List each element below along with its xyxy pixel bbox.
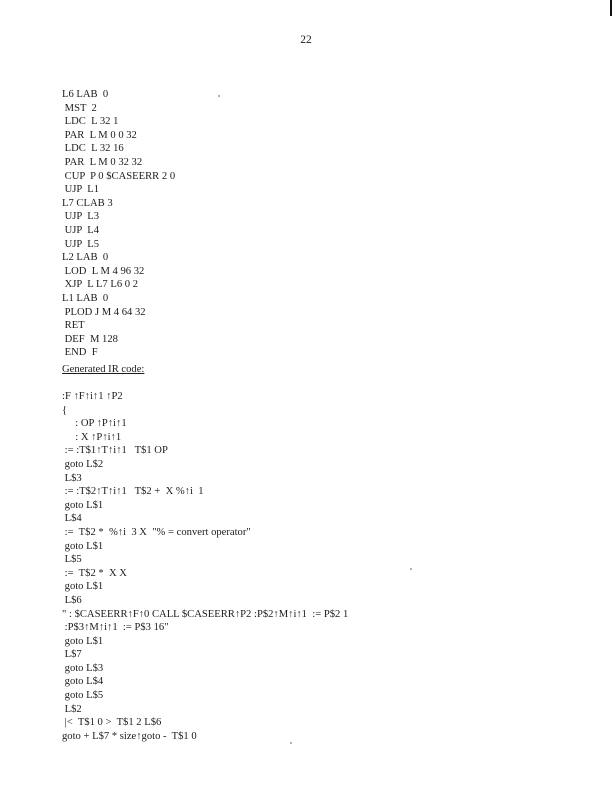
ucode-line: PLOD J M 4 64 32 — [62, 306, 146, 318]
ir-code-line: goto L$1 — [62, 540, 104, 552]
ir-code-line: goto L$1 — [62, 499, 104, 511]
ucode-line: DEF M 128 — [62, 333, 118, 345]
ucode-line: XJP L L7 L6 0 2 — [62, 279, 139, 291]
ir-code-line: L$3 — [62, 472, 82, 484]
ucode-line: LDC L 32 16 — [62, 143, 124, 155]
ir-code-line: L$4 — [62, 513, 82, 525]
ucode-line: PAR L M 0 0 32 — [62, 129, 137, 141]
ir-code-line: : OP ↑P↑i↑1 — [62, 418, 127, 430]
page-number: 22 — [300, 34, 312, 46]
ir-code-listing — [62, 390, 348, 743]
ir-code-line: := T$2 * %↑i 3 X "% = convert operator" — [62, 526, 251, 538]
ir-code-line: goto L$3 — [62, 662, 104, 674]
ir-code-line: :P$3↑M↑i↑1 := P$3 16" — [62, 622, 169, 634]
section-heading-colon: : — [141, 364, 145, 375]
ucode-line: UJP L5 — [62, 238, 99, 250]
ucode-line: UJP L4 — [62, 224, 99, 236]
ucode-line: L6 LAB 0 — [62, 89, 109, 100]
ucode-line: L7 CLAB 3 — [62, 197, 113, 209]
ir-code-line: goto L$2 — [62, 458, 104, 470]
section-heading — [62, 364, 144, 375]
ir-code-line: : X ↑P↑i↑1 — [62, 431, 122, 443]
ir-code-line: L$2 — [62, 703, 82, 715]
ir-code-line: :F ↑F↑i↑1 ↑P2 — [62, 391, 123, 402]
ucode-line: LOD L M 4 96 32 — [62, 265, 145, 277]
ir-code-line: := T$2 * X X — [62, 567, 127, 579]
ir-code-line: goto L$5 — [62, 690, 104, 702]
ucode-line: L1 LAB 0 — [62, 292, 109, 304]
ir-code-line: |< T$1 0 > T$1 2 L$6 — [62, 717, 162, 729]
ucode-line: PAR L M 0 32 32 — [62, 156, 143, 168]
ir-code-line: goto L$1 — [62, 581, 104, 593]
ir-code-line: " : $CASEERR↑F↑0 CALL $CASEERR↑P2 :P$2↑M↑i↑1 := P$2 1 — [62, 608, 349, 620]
section-heading-text: Generated IR code — [62, 364, 142, 375]
ucode-line: UJP L1 — [62, 184, 99, 196]
ucode-line: END F — [62, 347, 98, 359]
ir-code-line: L$6 — [62, 594, 82, 606]
ucode-line: RET — [62, 320, 85, 332]
ir-code-line: := :T$1↑T↑i↑1 T$1 OP — [62, 445, 168, 457]
scan-speck — [410, 568, 412, 570]
ucode-line: L2 LAB 0 — [62, 252, 109, 264]
ucode-line: CUP P 0 $CASEERR 2 0 — [62, 170, 176, 182]
ucode-listing — [62, 88, 175, 360]
ir-code-line: goto + L$7 * size↑goto - T$1 0 — [62, 730, 197, 742]
scan-speck — [290, 742, 292, 744]
ucode-line: MST 2 — [62, 102, 97, 114]
ir-code-line: L$5 — [62, 554, 82, 566]
ir-code-line: goto L$4 — [62, 676, 104, 688]
ucode-line: LDC L 32 1 — [62, 116, 119, 128]
scan-speck — [218, 95, 220, 97]
ir-code-line: goto L$1 — [62, 635, 104, 647]
ir-code-line: { — [62, 404, 68, 416]
ir-code-line: L$7 — [62, 649, 82, 661]
ucode-line: UJP L3 — [62, 211, 99, 223]
ir-code-line: := :T$2↑T↑i↑1 T$2 + X %↑i 1 — [62, 486, 204, 498]
